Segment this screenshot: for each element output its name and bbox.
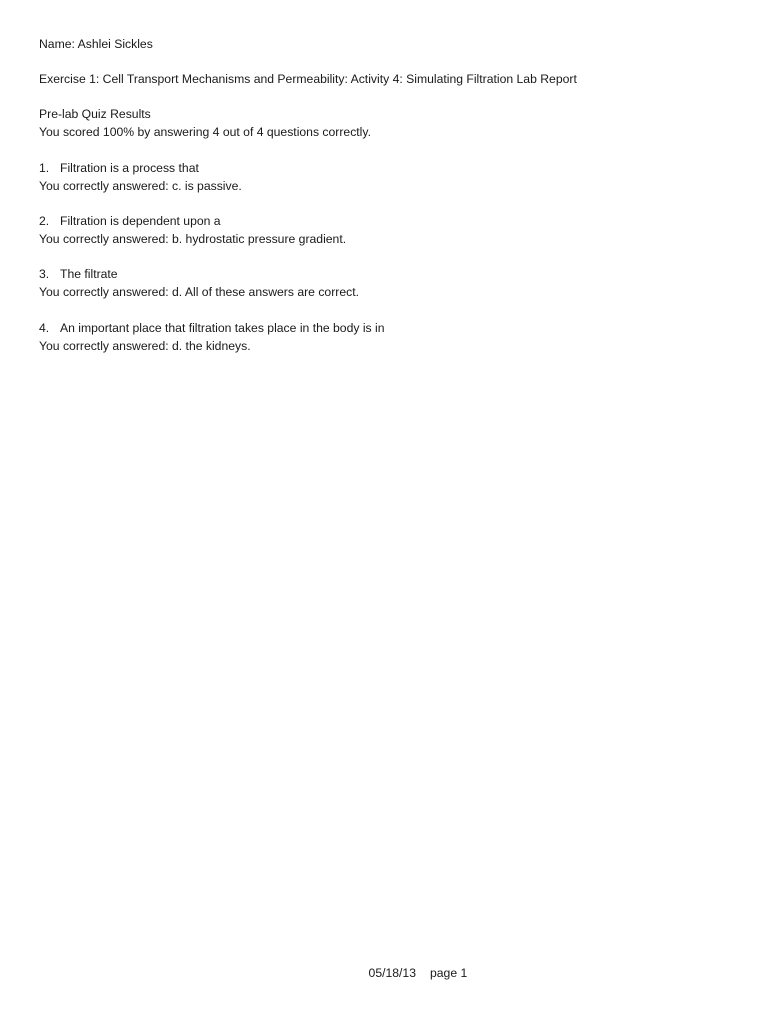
- question-text: [39, 212, 346, 230]
- quiz-heading: Pre-lab Quiz Results: [39, 107, 151, 121]
- question-number: 2.: [39, 214, 50, 228]
- quiz-score: You scored 100% by answering 4 out of 4 questions correctly.: [39, 125, 371, 139]
- quiz-question-3: [39, 265, 359, 301]
- quiz-question-4: [39, 319, 385, 355]
- question-text: [39, 265, 359, 283]
- question-answer: You correctly answered: d. All of these answers are correct.: [39, 285, 359, 299]
- quiz-question-2: [39, 212, 346, 248]
- page-number: page 1: [430, 966, 468, 980]
- page-footer: [355, 946, 467, 1000]
- question-prompt: An important place that filtration takes place in the body is in: [60, 321, 385, 335]
- student-name: Name: Ashlei Sickles: [39, 37, 153, 51]
- question-prompt: The filtrate: [60, 267, 118, 281]
- question-text: [39, 319, 385, 337]
- question-number: 1.: [39, 161, 50, 175]
- question-answer: You correctly answered: c. is passive.: [39, 179, 242, 193]
- quiz-question-1: [39, 159, 242, 195]
- question-prompt: Filtration is dependent upon a: [60, 214, 221, 228]
- question-text: [39, 159, 242, 177]
- question-number: 3.: [39, 267, 50, 281]
- footer-date: 05/18/13: [368, 966, 416, 980]
- question-answer: You correctly answered: d. the kidneys.: [39, 339, 251, 353]
- question-answer: You correctly answered: b. hydrostatic pressure gradient.: [39, 232, 347, 246]
- question-prompt: Filtration is a process that: [60, 161, 199, 175]
- report-title: Exercise 1: Cell Transport Mechanisms and Permeability: Activity 4: Simulating Filtration Lab Report: [39, 72, 577, 86]
- question-number: 4.: [39, 321, 50, 335]
